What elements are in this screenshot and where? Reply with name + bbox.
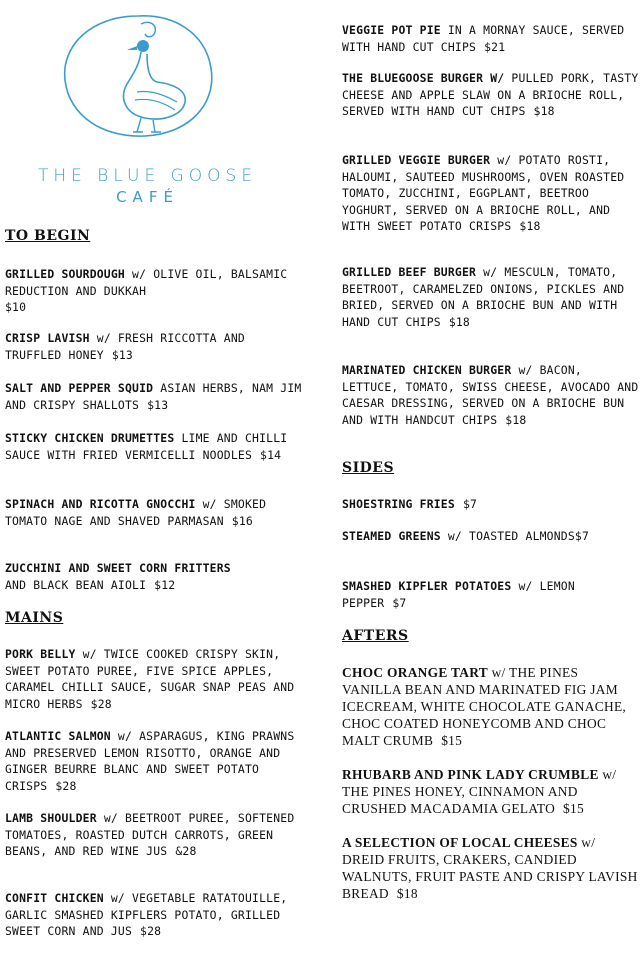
item-name: GRILLED SOURDOUGH bbox=[5, 267, 125, 281]
item-name: RHUBARB AND PINK LADY CRUMBLE bbox=[342, 767, 599, 782]
item-name: GRILLED BEEF BURGER bbox=[342, 265, 477, 279]
item-desc: w/ ASPARAGUS, KING PRAWNS AND PRESERVED LEMON RISOTTO, ORANGE AND GINGER BEURRE BLANC AND SWEET POTATO CRISPS bbox=[5, 729, 295, 793]
menu-item bbox=[5, 560, 305, 593]
item-desc: w/ OLIVE OIL, BALSAMIC REDUCTION AND DUKKAH bbox=[5, 267, 288, 298]
item-price: $18 bbox=[396, 886, 418, 901]
section-heading-sides: SIDES bbox=[342, 460, 395, 476]
menu-item bbox=[342, 152, 640, 235]
menu-item bbox=[342, 70, 640, 120]
item-desc: w/ THE PINES VANILLA BEAN AND MARINATED FIG JAM ICECREAM, WHITE CHOCOLATE GANACHE, CHOC COATED HONEYCOMB AND CHOC MALT CRUMB bbox=[342, 665, 627, 748]
item-desc: w/ LEMON PEPPER bbox=[342, 579, 575, 610]
item-name: GRILLED VEGGIE BURGER bbox=[342, 153, 491, 167]
item-name: SMASHED KIPFLER POTATOES bbox=[342, 579, 512, 593]
menu-item bbox=[342, 362, 640, 428]
item-name: STICKY CHICKEN DRUMETTES bbox=[5, 431, 175, 445]
item-name: ZUCCHINI AND SWEET CORN FRITTERS bbox=[5, 561, 231, 575]
menu-item bbox=[342, 766, 640, 817]
item-price: $15 bbox=[441, 733, 463, 748]
item-price: $18 bbox=[519, 219, 541, 234]
item-name: SPINACH AND RICOTTA GNOCCHI bbox=[5, 497, 196, 511]
item-price: $15 bbox=[563, 801, 585, 816]
item-desc: w/ DREID FRUITS, CRAKERS, CANDIED WALNUTS, FRUIT PASTE AND CRISPY LAVISH BREAD bbox=[342, 835, 638, 901]
item-name: SALT AND PEPPER SQUID bbox=[5, 381, 154, 395]
item-desc: w/ VEGETABLE RATATOUILLE, GARLIC SMASHED KIPFLERS POTATO, GRILLED SWEET CORN AND JUS bbox=[5, 891, 288, 939]
menu-item bbox=[5, 810, 305, 860]
item-price: $7 bbox=[392, 595, 407, 610]
menu-item bbox=[342, 22, 640, 55]
brand-name bbox=[5, 166, 290, 206]
menu-item bbox=[342, 264, 640, 330]
item-price: $14 bbox=[260, 447, 282, 462]
item-desc: w/ TOASTED ALMONDS bbox=[440, 529, 575, 543]
item-price: $28 bbox=[90, 696, 112, 711]
item-desc: w/ BEETROOT PUREE, SOFTENED TOMATOES, ROASTED DUTCH CARROTS, GREEN BEANS, AND RED WINE JUS bbox=[5, 811, 295, 859]
item-name: VEGGIE POT PIE bbox=[342, 23, 441, 37]
section-heading-to-begin: TO BEGIN bbox=[5, 228, 91, 244]
menu-item bbox=[5, 646, 305, 712]
item-desc: AND BLACK BEAN AIOLI bbox=[5, 577, 147, 592]
menu-item bbox=[5, 330, 295, 363]
item-name: ATLANTIC SALMON bbox=[5, 729, 111, 743]
item-desc: w/ MESCULN, TOMATO, BEETROOT, CARAMELZED ONIONS, PICKLES AND BRIED, SERVED ON A BRIOCHE BUN AND WITH HAND CUT CHIPS bbox=[342, 265, 625, 329]
item-desc: w/ SMOKED TOMATO NAGE AND SHAVED PARMASAN bbox=[5, 497, 267, 528]
item-price: $12 bbox=[154, 577, 176, 592]
item-desc: w/ THE PINES HONEY, CINNAMON AND CRUSHED MACADAMIA GELATO bbox=[342, 767, 617, 816]
item-desc: w/ POTATO ROSTI, HALOUMI, SAUTEED MUSHROOMS, OVEN ROASTED TOMATO, ZUCCHINI, EGGPLANT, BEETROO YOGHURT, SERVED ON A BRIOCHE ROLL, AND WITH SWEET POTATO CRISPS bbox=[342, 153, 625, 234]
item-name: SHOESTRING FRIES bbox=[342, 497, 455, 511]
item-name: THE BLUEGOOSE BURGER W/ bbox=[342, 71, 505, 85]
brand-line1: THE BLUE GOOSE bbox=[37, 166, 258, 186]
item-desc: ASIAN HERBS, NAM JIM AND CRISPY SHALLOTS bbox=[5, 381, 302, 412]
item-price: $18 bbox=[448, 314, 470, 329]
menu-item bbox=[5, 266, 305, 316]
item-name: A SELECTION OF LOCAL CHEESES bbox=[342, 835, 578, 850]
menu-item bbox=[5, 430, 305, 463]
item-name: PORK BELLY bbox=[5, 647, 76, 661]
item-price: $21 bbox=[484, 39, 506, 54]
item-price: $18 bbox=[533, 104, 555, 119]
item-desc: IN A MORNAY SAUCE, SERVED WITH HAND CUT CHIPS bbox=[342, 23, 625, 54]
menu-item bbox=[342, 528, 640, 545]
menu-item bbox=[342, 834, 640, 902]
section-heading-afters: AFTERS bbox=[342, 628, 409, 644]
item-name: MARINATED CHICKEN BURGER bbox=[342, 363, 512, 377]
item-desc: LIME AND CHILLI SAUCE WITH FRIED VERMICELLI NOODLES bbox=[5, 431, 288, 462]
item-price: $7 bbox=[462, 497, 478, 511]
item-price: $28 bbox=[140, 924, 162, 939]
menu-item bbox=[5, 496, 305, 529]
section-heading-mains: MAINS bbox=[5, 610, 64, 626]
menu-item bbox=[5, 890, 305, 940]
item-name: CHOC ORANGE TART bbox=[342, 665, 488, 680]
menu-item bbox=[342, 578, 640, 611]
menu-item bbox=[342, 496, 640, 513]
item-name: CRISP LAVISH bbox=[5, 331, 90, 345]
item-desc: w/ FRESH RICCOTTA AND TRUFFLED HONEY bbox=[5, 331, 245, 362]
item-name: STEAMED GREENS bbox=[342, 529, 441, 543]
item-price: $13 bbox=[111, 347, 133, 362]
menu-item bbox=[342, 664, 640, 749]
item-price: $18 bbox=[505, 412, 527, 427]
item-price: $10 bbox=[5, 300, 27, 315]
goose-logo bbox=[53, 10, 223, 140]
item-name: CONFIT CHICKEN bbox=[5, 891, 104, 905]
item-desc: w/ BACON, LETTUCE, TOMATO, SWISS CHEESE, AVOCADO AND CAESAR DRESSING, SERVED ON A BRIOCHE BUN AND WITH HANDCUT CHIPS bbox=[342, 363, 639, 427]
menu-item bbox=[5, 728, 305, 794]
brand-line2: CAFÉ bbox=[116, 188, 179, 206]
menu-item bbox=[5, 380, 305, 413]
item-price: &28 bbox=[175, 844, 197, 859]
item-price: $28 bbox=[55, 778, 77, 793]
item-price: $13 bbox=[147, 397, 169, 412]
item-price: $16 bbox=[231, 513, 253, 528]
item-name: LAMB SHOULDER bbox=[5, 811, 97, 825]
item-price: $7 bbox=[574, 529, 590, 543]
item-desc: w/ TWICE COOKED CRISPY SKIN, SWEET POTATO PUREE, FIVE SPICE APPLES, CARAMEL CHILLI SAUCE, SUGAR SNAP PEAS AND MICRO HERBS bbox=[5, 647, 295, 711]
item-desc: PULLED PORK, TASTY CHEESE AND APPLE SLAW ON A BRIOCHE ROLL, SERVED WITH HAND CUT CHIPS bbox=[342, 71, 639, 119]
